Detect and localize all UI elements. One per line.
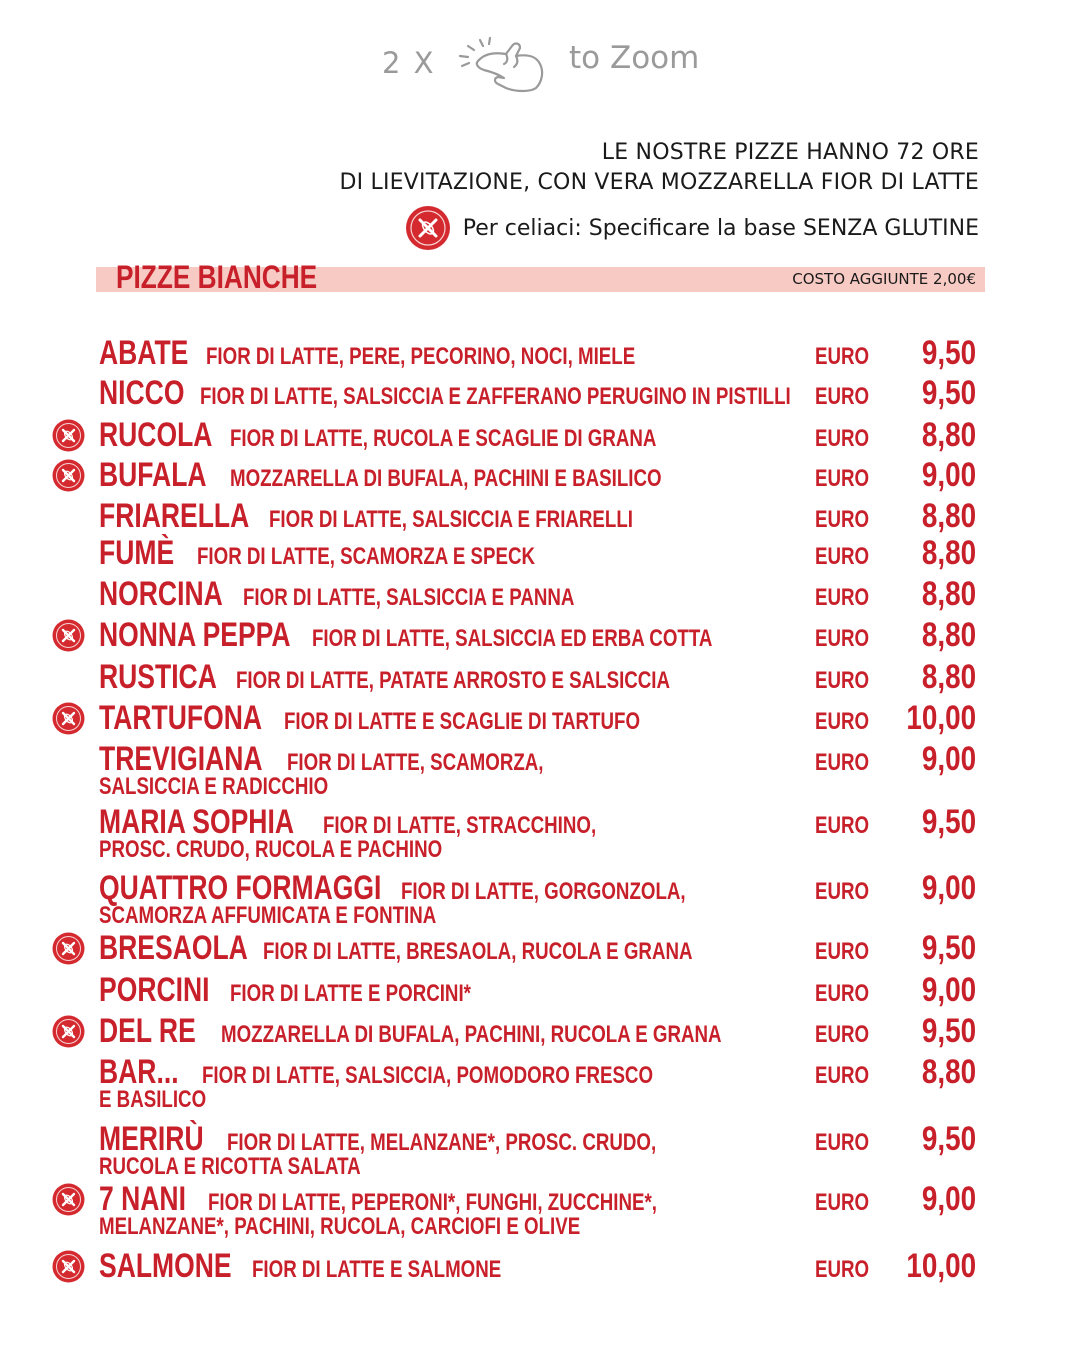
item-price: 10,00	[906, 699, 976, 737]
item-price: 9,00	[921, 740, 976, 778]
item-description-line2: RUCOLA E RICOTTA SALATA	[99, 1153, 361, 1180]
item-description: FIOR DI LATTE, PERE, PECORINO, NOCI, MIELE	[206, 343, 636, 370]
celiac-text: Per celiaci: Specificare la base SENZA GLUTINE	[462, 215, 979, 241]
item-name: NORCINA	[99, 575, 223, 613]
item-name: MARIA SOPHIA	[99, 803, 294, 841]
item-price: 9,50	[921, 374, 976, 412]
item-currency: EURO	[815, 343, 870, 370]
item-name: QUATTRO FORMAGGI	[99, 869, 382, 907]
item-price: 10,00	[906, 1247, 976, 1285]
item-description: FIOR DI LATTE, PATATE ARROSTO E SALSICCIA	[236, 667, 671, 694]
item-description: FIOR DI LATTE, GORGONZOLA,	[401, 878, 686, 905]
gluten-free-badge-icon	[52, 419, 85, 452]
item-price: 8,80	[921, 575, 976, 613]
item-name: BRESAOLA	[99, 929, 248, 967]
item-name: RUCOLA	[99, 416, 213, 454]
item-description: FIOR DI LATTE, SCAMORZA E SPECK	[197, 543, 536, 570]
item-description: FIOR DI LATTE, SALSICCIA, POMODORO FRESCO	[202, 1062, 654, 1089]
zoom-count: 2 X	[382, 46, 436, 80]
item-currency: EURO	[815, 812, 870, 839]
item-currency: EURO	[815, 1129, 870, 1156]
item-name: TARTUFONA	[99, 699, 263, 737]
item-description: FIOR DI LATTE, SCAMORZA,	[287, 749, 544, 776]
item-price: 9,00	[921, 456, 976, 494]
leavening-note-line1: LE NOSTRE PIZZE HANNO 72 ORE	[601, 140, 979, 165]
item-price: 9,50	[921, 1012, 976, 1050]
item-currency: EURO	[815, 465, 870, 492]
item-name: BUFALA	[99, 456, 207, 494]
item-description-line2: SALSICCIA E RADICCHIO	[99, 773, 329, 800]
gluten-free-badge-icon	[52, 619, 85, 652]
item-price: 8,80	[921, 534, 976, 572]
item-price: 9,00	[921, 971, 976, 1009]
item-description-line2: E BASILICO	[99, 1086, 207, 1113]
item-description: FIOR DI LATTE, SALSICCIA E PANNA	[243, 584, 575, 611]
item-currency: EURO	[815, 543, 870, 570]
item-description: FIOR DI LATTE, SALSICCIA ED ERBA COTTA	[312, 625, 713, 652]
item-currency: EURO	[815, 1062, 870, 1089]
item-description-line2: MELANZANE*, PACHINI, RUCOLA, CARCIOFI E OLIVE	[99, 1213, 581, 1240]
item-currency: EURO	[815, 1021, 870, 1048]
item-price: 9,50	[921, 334, 976, 372]
item-description: FIOR DI LATTE, SALSICCIA E FRIARELLI	[269, 506, 633, 533]
zoom-label: to Zoom	[569, 40, 700, 76]
item-currency: EURO	[815, 749, 870, 776]
item-name: FRIARELLA	[99, 497, 250, 535]
item-description: FIOR DI LATTE, BRESAOLA, RUCOLA E GRANA	[263, 938, 693, 965]
item-description: FIOR DI LATTE, STRACCHINO,	[323, 812, 597, 839]
item-currency: EURO	[815, 425, 870, 452]
item-currency: EURO	[815, 708, 870, 735]
item-description: FIOR DI LATTE E SCAGLIE DI TARTUFO	[284, 708, 641, 735]
item-description-line2: SCAMORZA AFFUMICATA E FONTINA	[99, 902, 437, 929]
item-currency: EURO	[815, 667, 870, 694]
gluten-free-badge-icon	[52, 459, 85, 492]
item-name: NICCO	[99, 374, 185, 412]
item-description: MOZZARELLA DI BUFALA, PACHINI E BASILICO	[230, 465, 662, 492]
gluten-free-badge-icon	[52, 1183, 85, 1216]
item-description: FIOR DI LATTE, SALSICCIA E ZAFFERANO PERUGINO IN PISTILLI	[200, 383, 791, 410]
item-price: 8,80	[921, 416, 976, 454]
gluten-free-badge-icon	[52, 702, 85, 735]
item-price: 9,50	[921, 1120, 976, 1158]
item-currency: EURO	[815, 980, 870, 1007]
item-price: 8,80	[921, 616, 976, 654]
item-currency: EURO	[815, 625, 870, 652]
item-currency: EURO	[815, 1256, 870, 1283]
item-currency: EURO	[815, 584, 870, 611]
item-description: FIOR DI LATTE E SALMONE	[252, 1256, 502, 1283]
item-price: 9,50	[921, 929, 976, 967]
item-description: FIOR DI LATTE, MELANZANE*, PROSC. CRUDO,	[227, 1129, 657, 1156]
item-price: 9,50	[921, 803, 976, 841]
item-description: FIOR DI LATTE E PORCINI*	[230, 980, 471, 1007]
gluten-free-badge-icon	[52, 932, 85, 965]
item-name: DEL RE	[99, 1012, 196, 1050]
item-currency: EURO	[815, 938, 870, 965]
item-currency: EURO	[815, 506, 870, 533]
leavening-note-line2: DI LIEVITAZIONE, CON VERA MOZZARELLA FIOR DI LATTE	[339, 170, 979, 195]
item-price: 8,80	[921, 658, 976, 696]
item-price: 9,00	[921, 1180, 976, 1218]
gluten-free-badge-icon	[52, 1250, 85, 1283]
item-name: TREVIGIANA	[99, 740, 263, 778]
item-currency: EURO	[815, 1189, 870, 1216]
item-name: MERIRÙ	[99, 1120, 204, 1158]
item-price: 8,80	[921, 1053, 976, 1091]
item-price: 8,80	[921, 497, 976, 535]
item-name: ABATE	[99, 334, 189, 372]
item-description: FIOR DI LATTE, RUCOLA E SCAGLIE DI GRANA	[230, 425, 657, 452]
item-name: SALMONE	[99, 1247, 232, 1285]
gluten-free-badge-icon	[52, 1015, 85, 1048]
item-description-line2: PROSC. CRUDO, RUCOLA E PACHINO	[99, 836, 443, 863]
item-name: 7 NANI	[99, 1180, 186, 1218]
item-description: MOZZARELLA DI BUFALA, PACHINI, RUCOLA E GRANA	[221, 1021, 722, 1048]
item-name: NONNA PEPPA	[99, 616, 291, 654]
item-description: FIOR DI LATTE, PEPERONI*, FUNGHI, ZUCCHINE*,	[208, 1189, 657, 1216]
extras-cost-note: COSTO AGGIUNTE 2,00€	[792, 270, 976, 288]
item-currency: EURO	[815, 878, 870, 905]
item-currency: EURO	[815, 383, 870, 410]
item-name: FUMÈ	[99, 534, 175, 572]
item-name: RUSTICA	[99, 658, 217, 696]
item-price: 9,00	[921, 869, 976, 907]
section-title: PIZZE BIANCHE	[116, 259, 318, 295]
item-name: BAR...	[99, 1053, 179, 1091]
item-name: PORCINI	[99, 971, 210, 1009]
